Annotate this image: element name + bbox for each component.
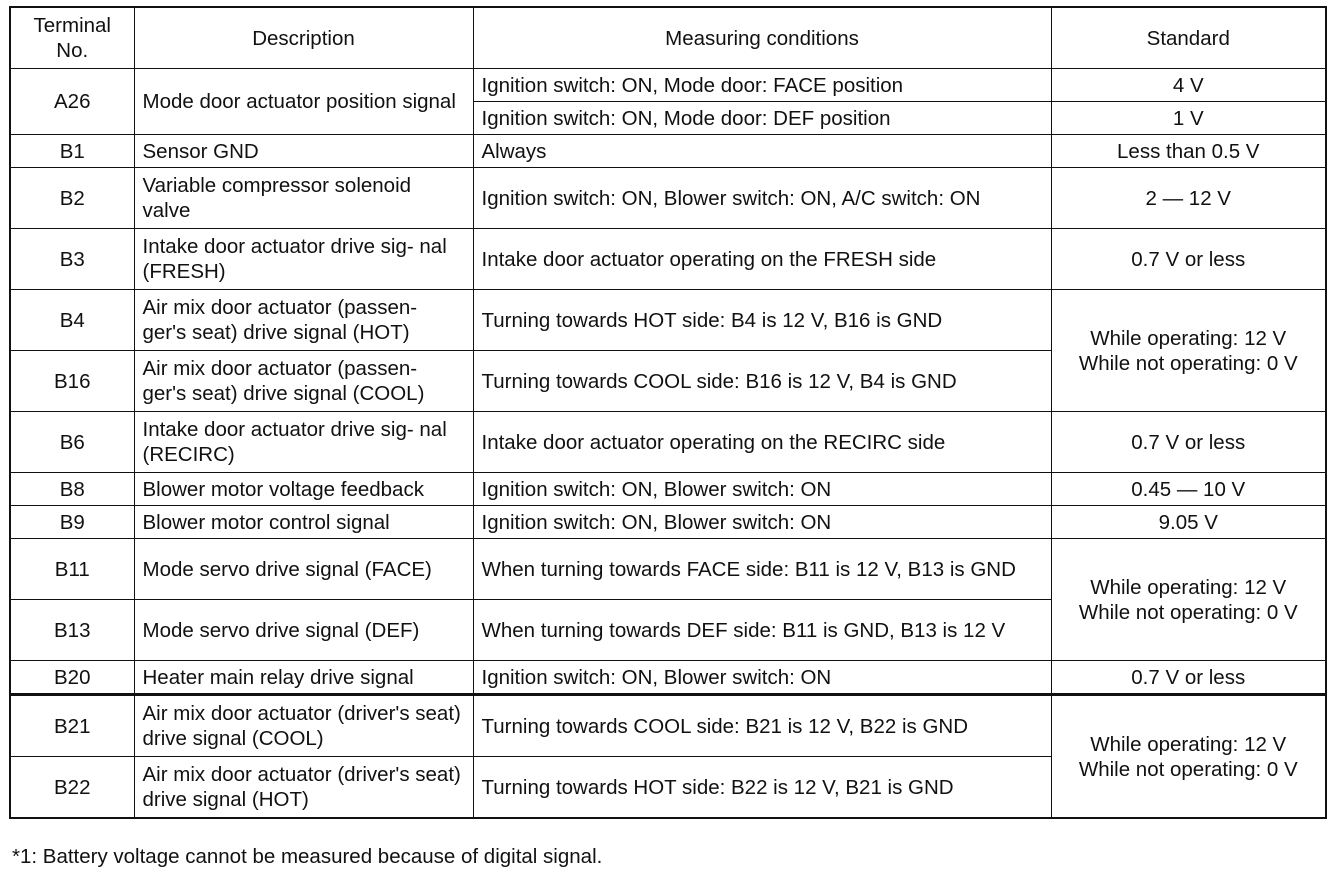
table-row <box>10 168 1326 229</box>
header-row <box>10 7 1326 69</box>
standard-cell: 9.05 V <box>1051 506 1326 539</box>
terminal-cell: B9 <box>10 506 134 539</box>
condition-cell: When turning towards FACE side: B11 is 12 V, B13 is GND <box>473 539 1051 600</box>
condition-cell: Ignition switch: ON, Blower switch: ON <box>473 473 1051 506</box>
condition-cell: Always <box>473 135 1051 168</box>
standard-cell: While operating: 12 V While not operating: 0 V <box>1051 290 1326 412</box>
description-cell: Sensor GND <box>134 135 473 168</box>
description-cell: Heater main relay drive signal <box>134 661 473 695</box>
header-standard: Standard <box>1051 7 1326 69</box>
condition-cell: Intake door actuator operating on the RECIRC side <box>473 412 1051 473</box>
terminal-cell: B11 <box>10 539 134 600</box>
condition-cell: Ignition switch: ON, Mode door: DEF position <box>473 102 1051 135</box>
condition-cell: Turning towards COOL side: B21 is 12 V, B22 is GND <box>473 695 1051 757</box>
terminal-cell: B20 <box>10 661 134 695</box>
terminal-cell: B1 <box>10 135 134 168</box>
standard-cell: 0.7 V or less <box>1051 229 1326 290</box>
table-row <box>10 506 1326 539</box>
description-cell: Air mix door actuator (driver's seat) drive signal (HOT) <box>134 757 473 819</box>
standard-cell: 0.45 — 10 V <box>1051 473 1326 506</box>
table-row <box>10 229 1326 290</box>
table-row <box>10 290 1326 351</box>
table-row <box>10 69 1326 102</box>
table-row <box>10 473 1326 506</box>
standard-cell: Less than 0.5 V <box>1051 135 1326 168</box>
description-cell: Mode door actuator position signal <box>134 69 473 135</box>
condition-cell: Turning towards COOL side: B16 is 12 V, B4 is GND <box>473 351 1051 412</box>
header-terminal: Terminal No. <box>10 7 134 69</box>
condition-cell: Turning towards HOT side: B22 is 12 V, B21 is GND <box>473 757 1051 819</box>
terminal-cell: A26 <box>10 69 134 135</box>
description-cell: Blower motor voltage feedback <box>134 473 473 506</box>
description-cell: Air mix door actuator (passen- ger's seat) drive signal (COOL) <box>134 351 473 412</box>
description-cell: Intake door actuator drive sig- nal (RECIRC) <box>134 412 473 473</box>
condition-cell: Turning towards HOT side: B4 is 12 V, B16 is GND <box>473 290 1051 351</box>
standard-cell: 4 V <box>1051 69 1326 102</box>
description-cell: Mode servo drive signal (DEF) <box>134 600 473 661</box>
terminal-spec-table <box>9 6 1327 819</box>
terminal-cell: B21 <box>10 695 134 757</box>
terminal-cell: B22 <box>10 757 134 819</box>
table-row <box>10 661 1326 695</box>
footnote: *1: Battery voltage cannot be measured because of digital signal. <box>12 845 603 868</box>
standard-cell: While operating: 12 V While not operating: 0 V <box>1051 695 1326 819</box>
header-description: Description <box>134 7 473 69</box>
description-cell: Mode servo drive signal (FACE) <box>134 539 473 600</box>
table-row <box>10 695 1326 757</box>
condition-cell: Ignition switch: ON, Blower switch: ON <box>473 661 1051 695</box>
terminal-cell: B4 <box>10 290 134 351</box>
description-cell: Air mix door actuator (driver's seat) drive signal (COOL) <box>134 695 473 757</box>
terminal-cell: B2 <box>10 168 134 229</box>
table-row <box>10 135 1326 168</box>
standard-cell: 0.7 V or less <box>1051 412 1326 473</box>
table-row <box>10 412 1326 473</box>
standard-cell: 1 V <box>1051 102 1326 135</box>
description-cell: Variable compressor solenoid valve <box>134 168 473 229</box>
terminal-cell: B8 <box>10 473 134 506</box>
terminal-cell: B6 <box>10 412 134 473</box>
table-row <box>10 539 1326 600</box>
terminal-cell: B3 <box>10 229 134 290</box>
condition-cell: When turning towards DEF side: B11 is GND, B13 is 12 V <box>473 600 1051 661</box>
standard-cell: 2 — 12 V <box>1051 168 1326 229</box>
condition-cell: Ignition switch: ON, Blower switch: ON <box>473 506 1051 539</box>
description-cell: Intake door actuator drive sig- nal (FRESH) <box>134 229 473 290</box>
header-conditions: Measuring conditions <box>473 7 1051 69</box>
condition-cell: Ignition switch: ON, Blower switch: ON, A/C switch: ON <box>473 168 1051 229</box>
condition-cell: Intake door actuator operating on the FRESH side <box>473 229 1051 290</box>
condition-cell: Ignition switch: ON, Mode door: FACE position <box>473 69 1051 102</box>
terminal-cell: B16 <box>10 351 134 412</box>
standard-cell: While operating: 12 V While not operating: 0 V <box>1051 539 1326 661</box>
description-cell: Air mix door actuator (passen- ger's seat) drive signal (HOT) <box>134 290 473 351</box>
terminal-cell: B13 <box>10 600 134 661</box>
standard-cell: 0.7 V or less <box>1051 661 1326 695</box>
description-cell: Blower motor control signal <box>134 506 473 539</box>
